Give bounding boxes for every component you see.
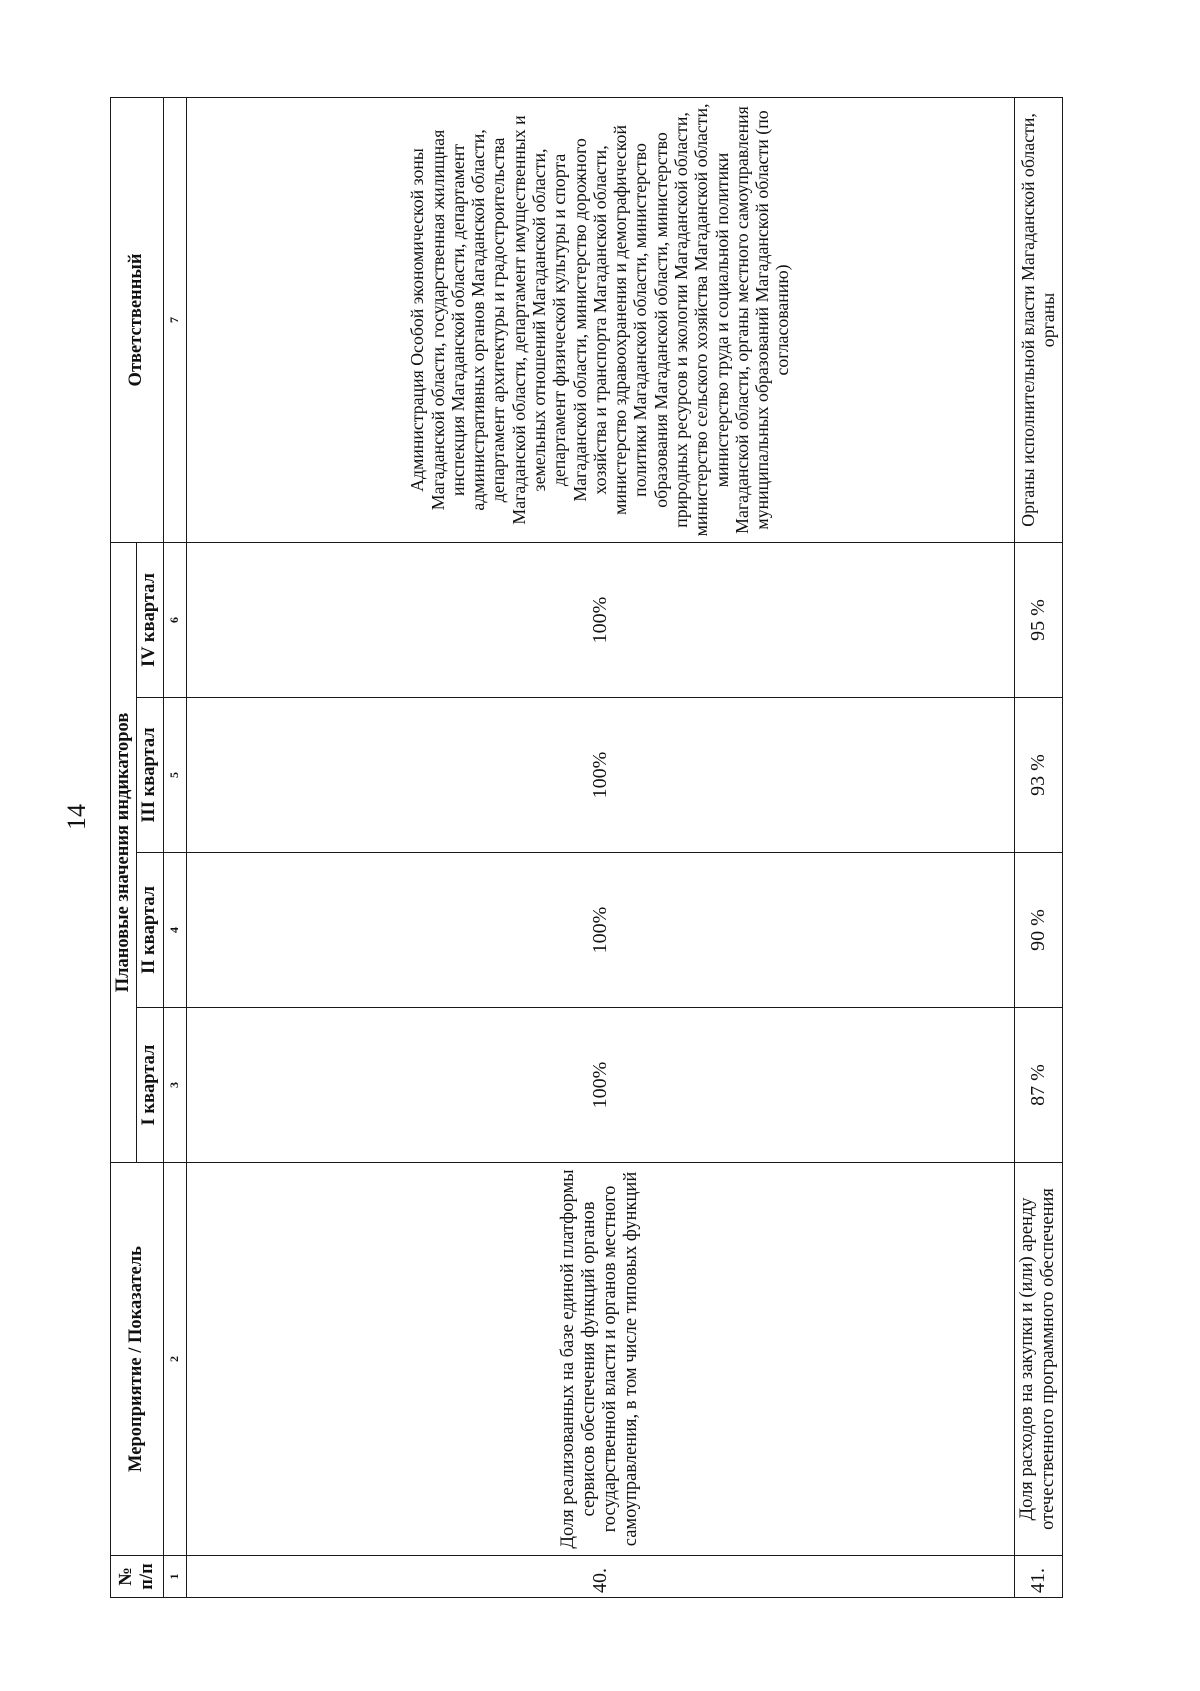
row-number: 40. [186,1556,1014,1598]
header-q3: III квартал [137,698,163,853]
row-q1-value: 87 % [1014,1008,1062,1163]
column-number: 7 [163,97,186,542]
header-event: Мероприятие / Показатель [111,1163,164,1556]
row-number: 41. [1014,1556,1062,1598]
header-responsible: Ответственный [111,97,164,542]
row-q3-value: 93 % [1014,698,1062,853]
header-plan: Плановые значения индикаторов [111,542,137,1162]
header-q4: IV квартал [137,542,163,697]
row-q4-value: 95 % [1014,542,1062,697]
table-row [1014,97,1062,1597]
header-q2: II квартал [137,853,163,1008]
row-responsible: Администрация Особой экономической зоны Магаданской области, государственная жилищная инспекция Магаданской области, департамент административных органов Магаданской области, департамент архитектуры и градостроительства Магаданской области, департамент имущественных и земельных отношений Магаданской области, департамент физической культуры и спорта Магаданской области, министерство дорожного хозяйства и транспорта Магаданской области, министерство здравоохранения и демографической политики Магаданской области, министерство образования Магаданской области, министерство природных ресурсов и экологии Магаданской области, министерство сельского хозяйства Магаданской области, министерство труда и социальной политики Магаданской области, органы местного самоуправления муниципальных образований Магаданской области (по согласованию) [186,97,1014,542]
column-number: 4 [163,853,186,1008]
column-number-row [163,97,186,1597]
row-q1-value: 100% [186,1008,1014,1163]
page-number: 14 [62,804,91,830]
row-q4-value: 100% [186,542,1014,697]
indicators-table [110,97,1063,1598]
row-event: Доля реализованных на базе единой платформы сервисов обеспечения функций органов государственной власти и органов местного самоуправления, в том числе типовых функций [186,1163,1014,1556]
row-q2-value: 90 % [1014,853,1062,1008]
row-q2-value: 100% [186,853,1014,1008]
row-q3-value: 100% [186,698,1014,853]
rotated-page [110,98,1060,1598]
table-row [186,97,1014,1597]
row-responsible: Органы исполнительной власти Магаданской области, органы [1014,97,1062,542]
column-number: 6 [163,542,186,697]
header-row-1 [111,97,137,1597]
column-number: 2 [163,1163,186,1556]
header-num: № п/п [111,1556,164,1598]
column-number: 1 [163,1556,186,1598]
column-number: 3 [163,1008,186,1163]
header-q1: I квартал [137,1008,163,1163]
row-event: Доля расходов на закупки и (или) аренду отечественного программного обеспечения [1014,1163,1062,1556]
column-number: 5 [163,698,186,853]
